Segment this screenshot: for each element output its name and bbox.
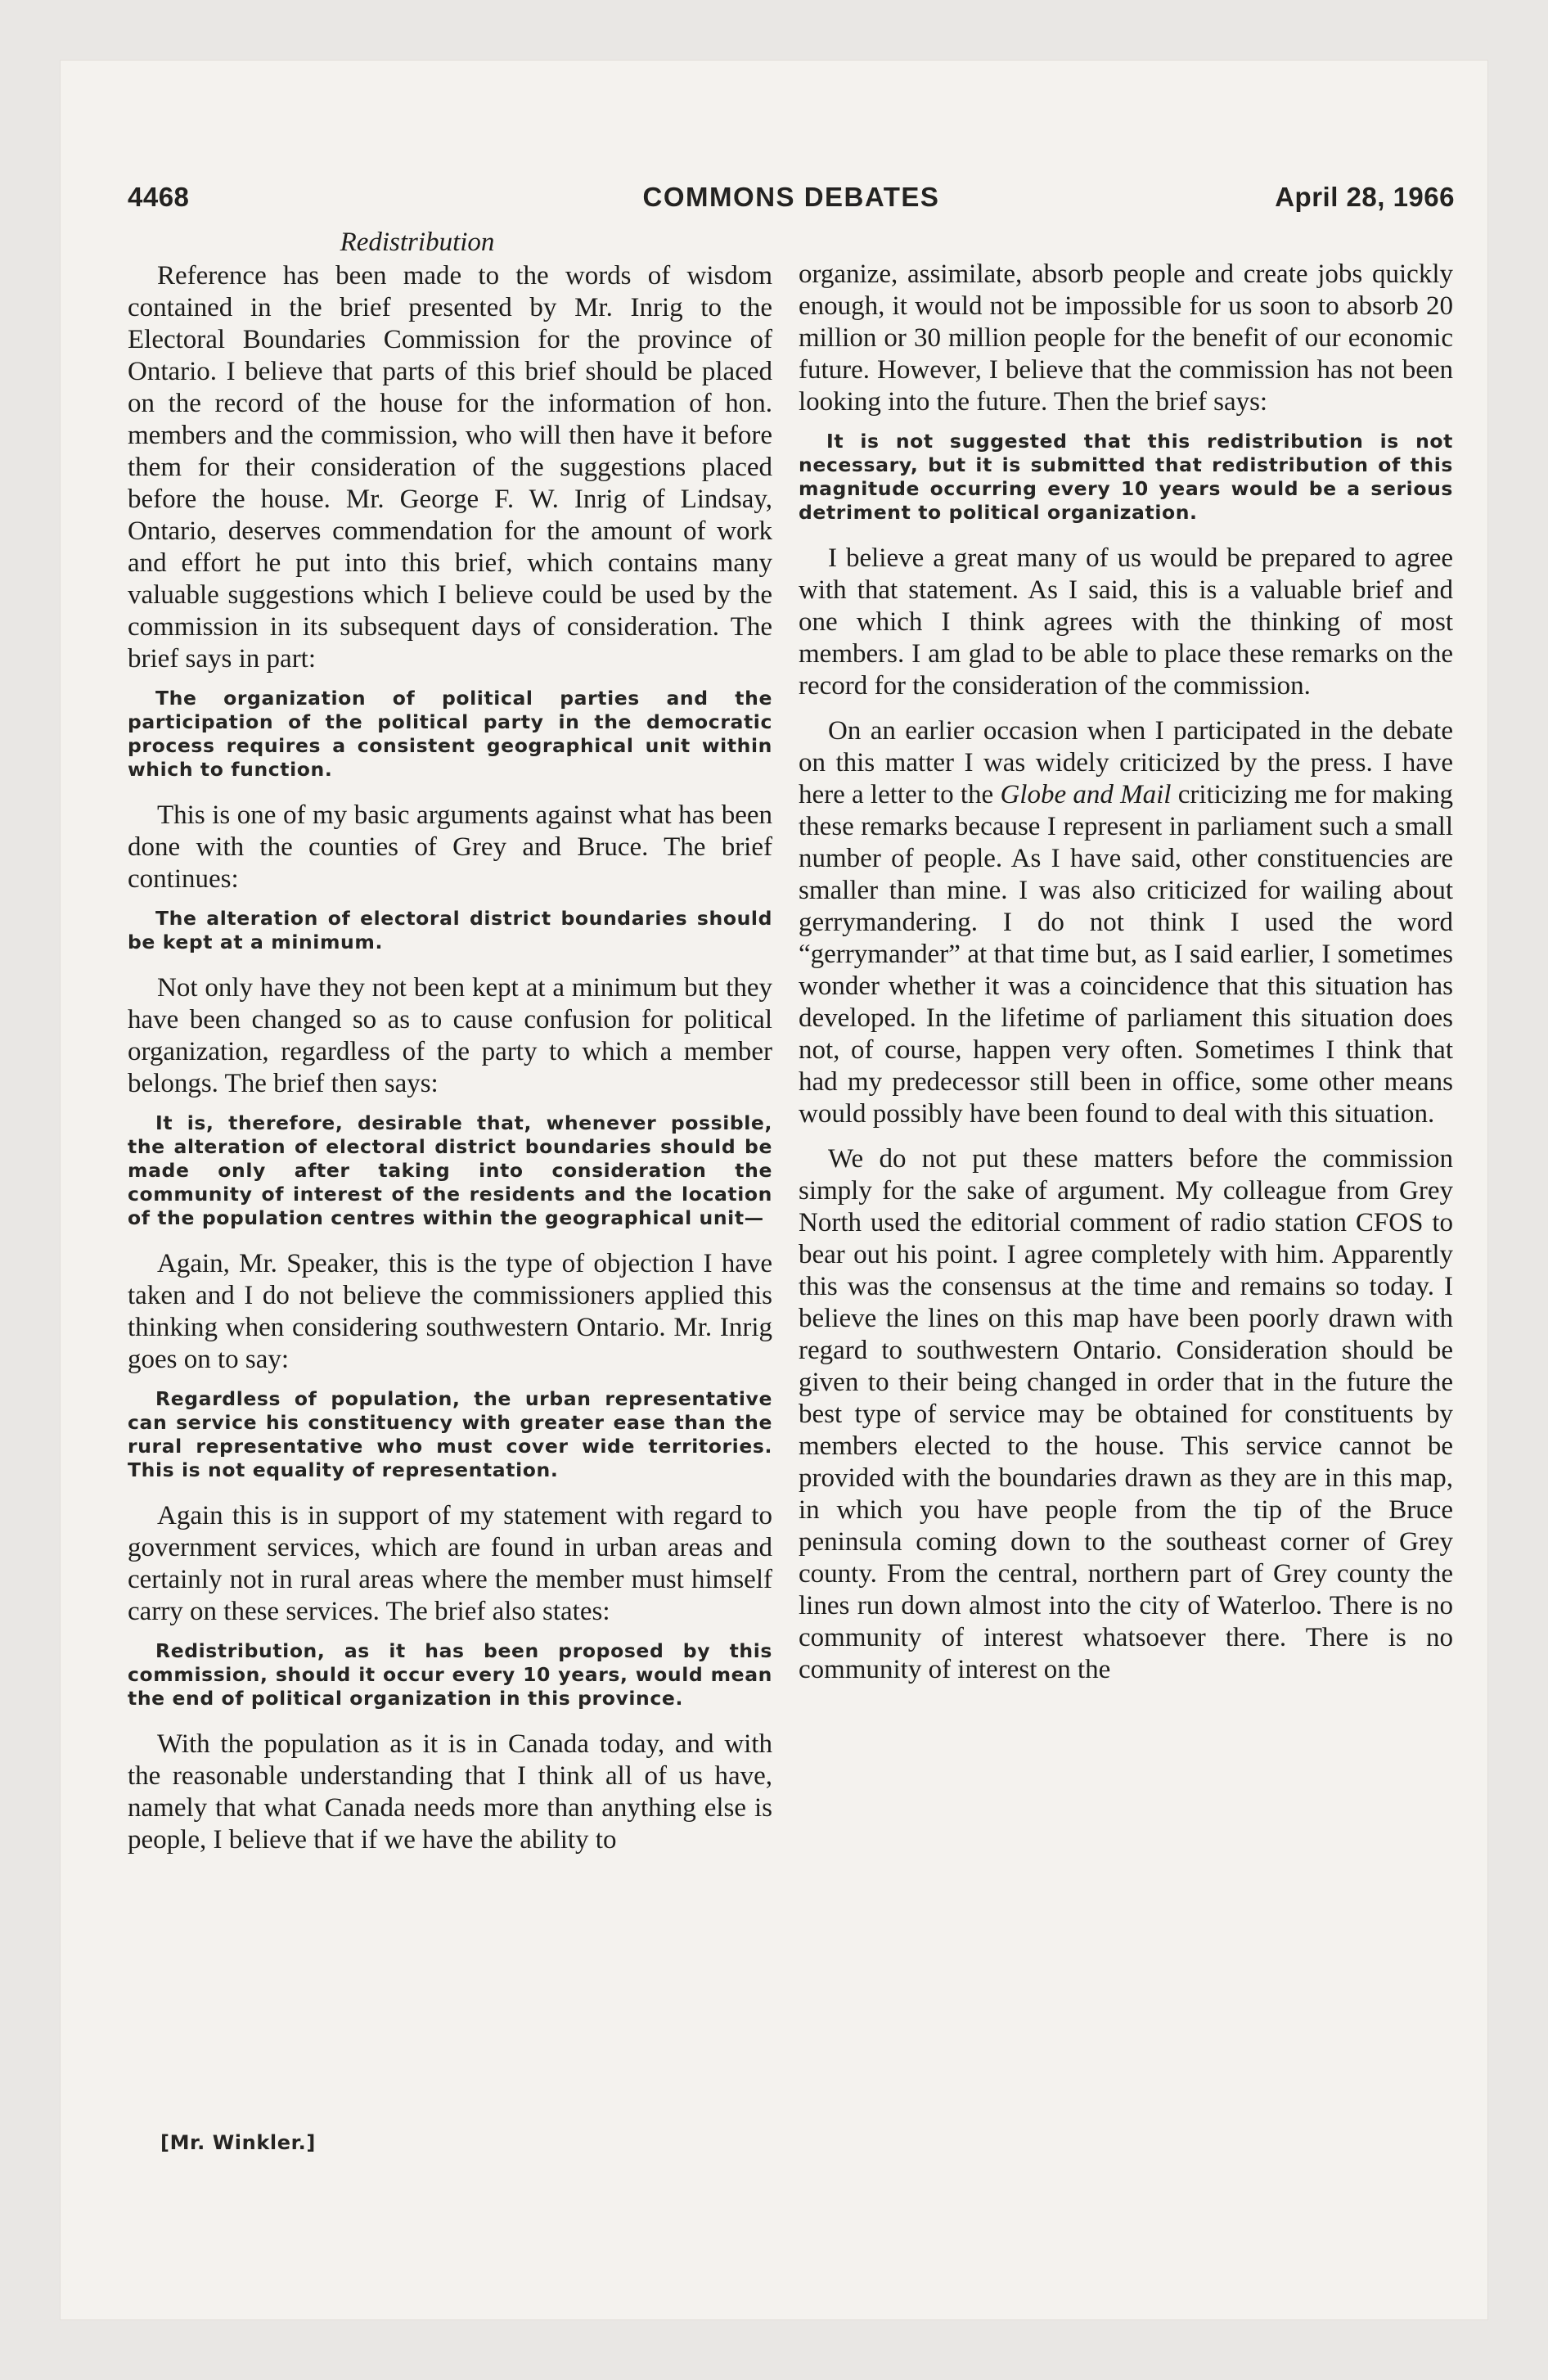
speaker-attribution: [Mr. Winkler.] <box>160 2131 316 2154</box>
right-column <box>799 259 1453 1686</box>
brief-quote: It is, therefore, desirable that, whenever possible, the alteration of electoral district boundaries should be made only after taking into consideration the community of interest of the residents and the location of the population centres within the geographical unit— <box>128 1111 772 1229</box>
brief-quote: Regardless of population, the urban representative can service his constituency with greater ease than the rural representative who must cover wide territories. This is not equality of representation. <box>128 1387 772 1481</box>
paragraph-bridge-text: criticizing me for making these <box>799 780 1453 841</box>
paragraph-continuation-text: remarks because I represent in parliament such a small number of people. As I have said, other constituencies are smaller than mine. I was also criticized for wailing about gerrymandering. I do not think I used the word “gerrymander” at that time but, as I said earlier, I sometimes wonder whether it was a coincidence that this situation has developed. In the lifetime of parliament this situation does not, of course, happen very often. Sometimes I think that had my predecessor still been in office, some other means would possibly have been found to deal with this situation. <box>799 812 1453 1129</box>
paragraph-lead-text: On an earlier occasion when I participated in the debate on this matter I was widely criticized by the press. I have here a letter to the <box>799 716 1453 809</box>
brief-quote: It is not suggested that this redistribution is not necessary, but it is submitted that redistribution of this magnitude occurring every 10 years would be a serious detriment to political organization. <box>799 430 1453 524</box>
newspaper-title: Globe and Mail <box>1000 780 1172 809</box>
page-number: 4468 <box>128 182 190 212</box>
issue-date: April 28, 1966 <box>1275 182 1455 212</box>
body-paragraph: organize, assimilate, absorb people and create jobs quickly enough, it would not be impossible for us soon to absorb 20 million or 30 million people for the benefit of our economic future. However, I believe that the commission has not been looking into the future. Then the brief says: <box>799 259 1453 417</box>
brief-quote: Redistribution, as it has been proposed by this commission, should it occur every 10 years, would mean the end of political organization in this province. <box>128 1639 772 1710</box>
body-paragraph: Again, Mr. Speaker, this is the type of objection I have taken and I do not believe the commissioners applied this thinking when considering southwestern Ontario. Mr. Inrig goes on to say: <box>128 1249 772 1374</box>
brief-quote: The organization of political parties and the participation of the political party in the democratic process requires a consistent geographical unit within which to function. <box>128 687 772 781</box>
running-header <box>128 182 1455 223</box>
body-paragraph: Reference has been made to the words of wisdom contained in the brief presented by Mr. Inrig to the Electoral Boundaries Commission for the province of Ontario. I believe that parts of this brief should be placed on the record of the house for the information of hon. members and the commission, who will then have it before them for their consideration of the suggestions placed before the house. Mr. George F. W. Inrig of Lindsay, Ontario, deserves commendation for the amount of work and effort he put into this brief, which contains many valuable suggestions which I believe could be used by the commission in its subsequent days of consideration. The brief says in part: <box>128 261 772 674</box>
body-paragraph: I believe a great many of us would be prepared to agree with that statement. As I said, this is a valuable brief and one which I think agrees with the thinking of most members. I am glad to be able to place these remarks on the record for the consideration of the commission. <box>799 543 1453 701</box>
body-paragraph: We do not put these matters before the commission simply for the sake of argument. My colleague from Grey North used the editorial comment of radio station CFOS to bear out his point. I agree completely with him. Apparently this was the consensus at the time and remains so today. I believe the lines on this map have been poorly drawn with regard to southwestern Ontario. Consideration should be given to their being changed in order that in the future the best type of service may be obtained for constituents by members elected to the house. This service cannot be provided with the boundaries drawn as they are in this map, in which you have people from the tip of the Bruce peninsula coming down to the southeast corner of Grey county. From the central, northern part of Grey county the lines run down almost into the city of Waterloo. There is no community of interest whatsoever there. There is no community of interest on the <box>799 1144 1453 1684</box>
brief-quote: The alteration of electoral district boundaries should be kept at a minimum. <box>128 907 772 953</box>
subject-heading: Redistribution <box>340 228 495 257</box>
body-paragraph: With the population as it is in Canada today, and with the reasonable understanding that I think all of us have, namely that what Canada needs more than anything else is people, I believe that if we have the ability to <box>128 1729 772 1855</box>
body-paragraph-globe-and-mail <box>799 715 1453 1130</box>
body-paragraph: This is one of my basic arguments against what has been done with the counties of Grey and Bruce. The brief continues: <box>128 800 772 894</box>
left-column <box>128 226 772 1856</box>
body-paragraph: Not only have they not been kept at a minimum but they have been changed so as to cause confusion for political organization, regardless of the party to which a member belongs. The brief then says: <box>128 973 772 1098</box>
body-paragraph: Again this is in support of my statement with regard to government services, which are found in urban areas and certainly not in rural areas where the member must himself carry on these services. The brief also states: <box>128 1501 772 1626</box>
publication-title: COMMONS DEBATES <box>642 182 940 212</box>
